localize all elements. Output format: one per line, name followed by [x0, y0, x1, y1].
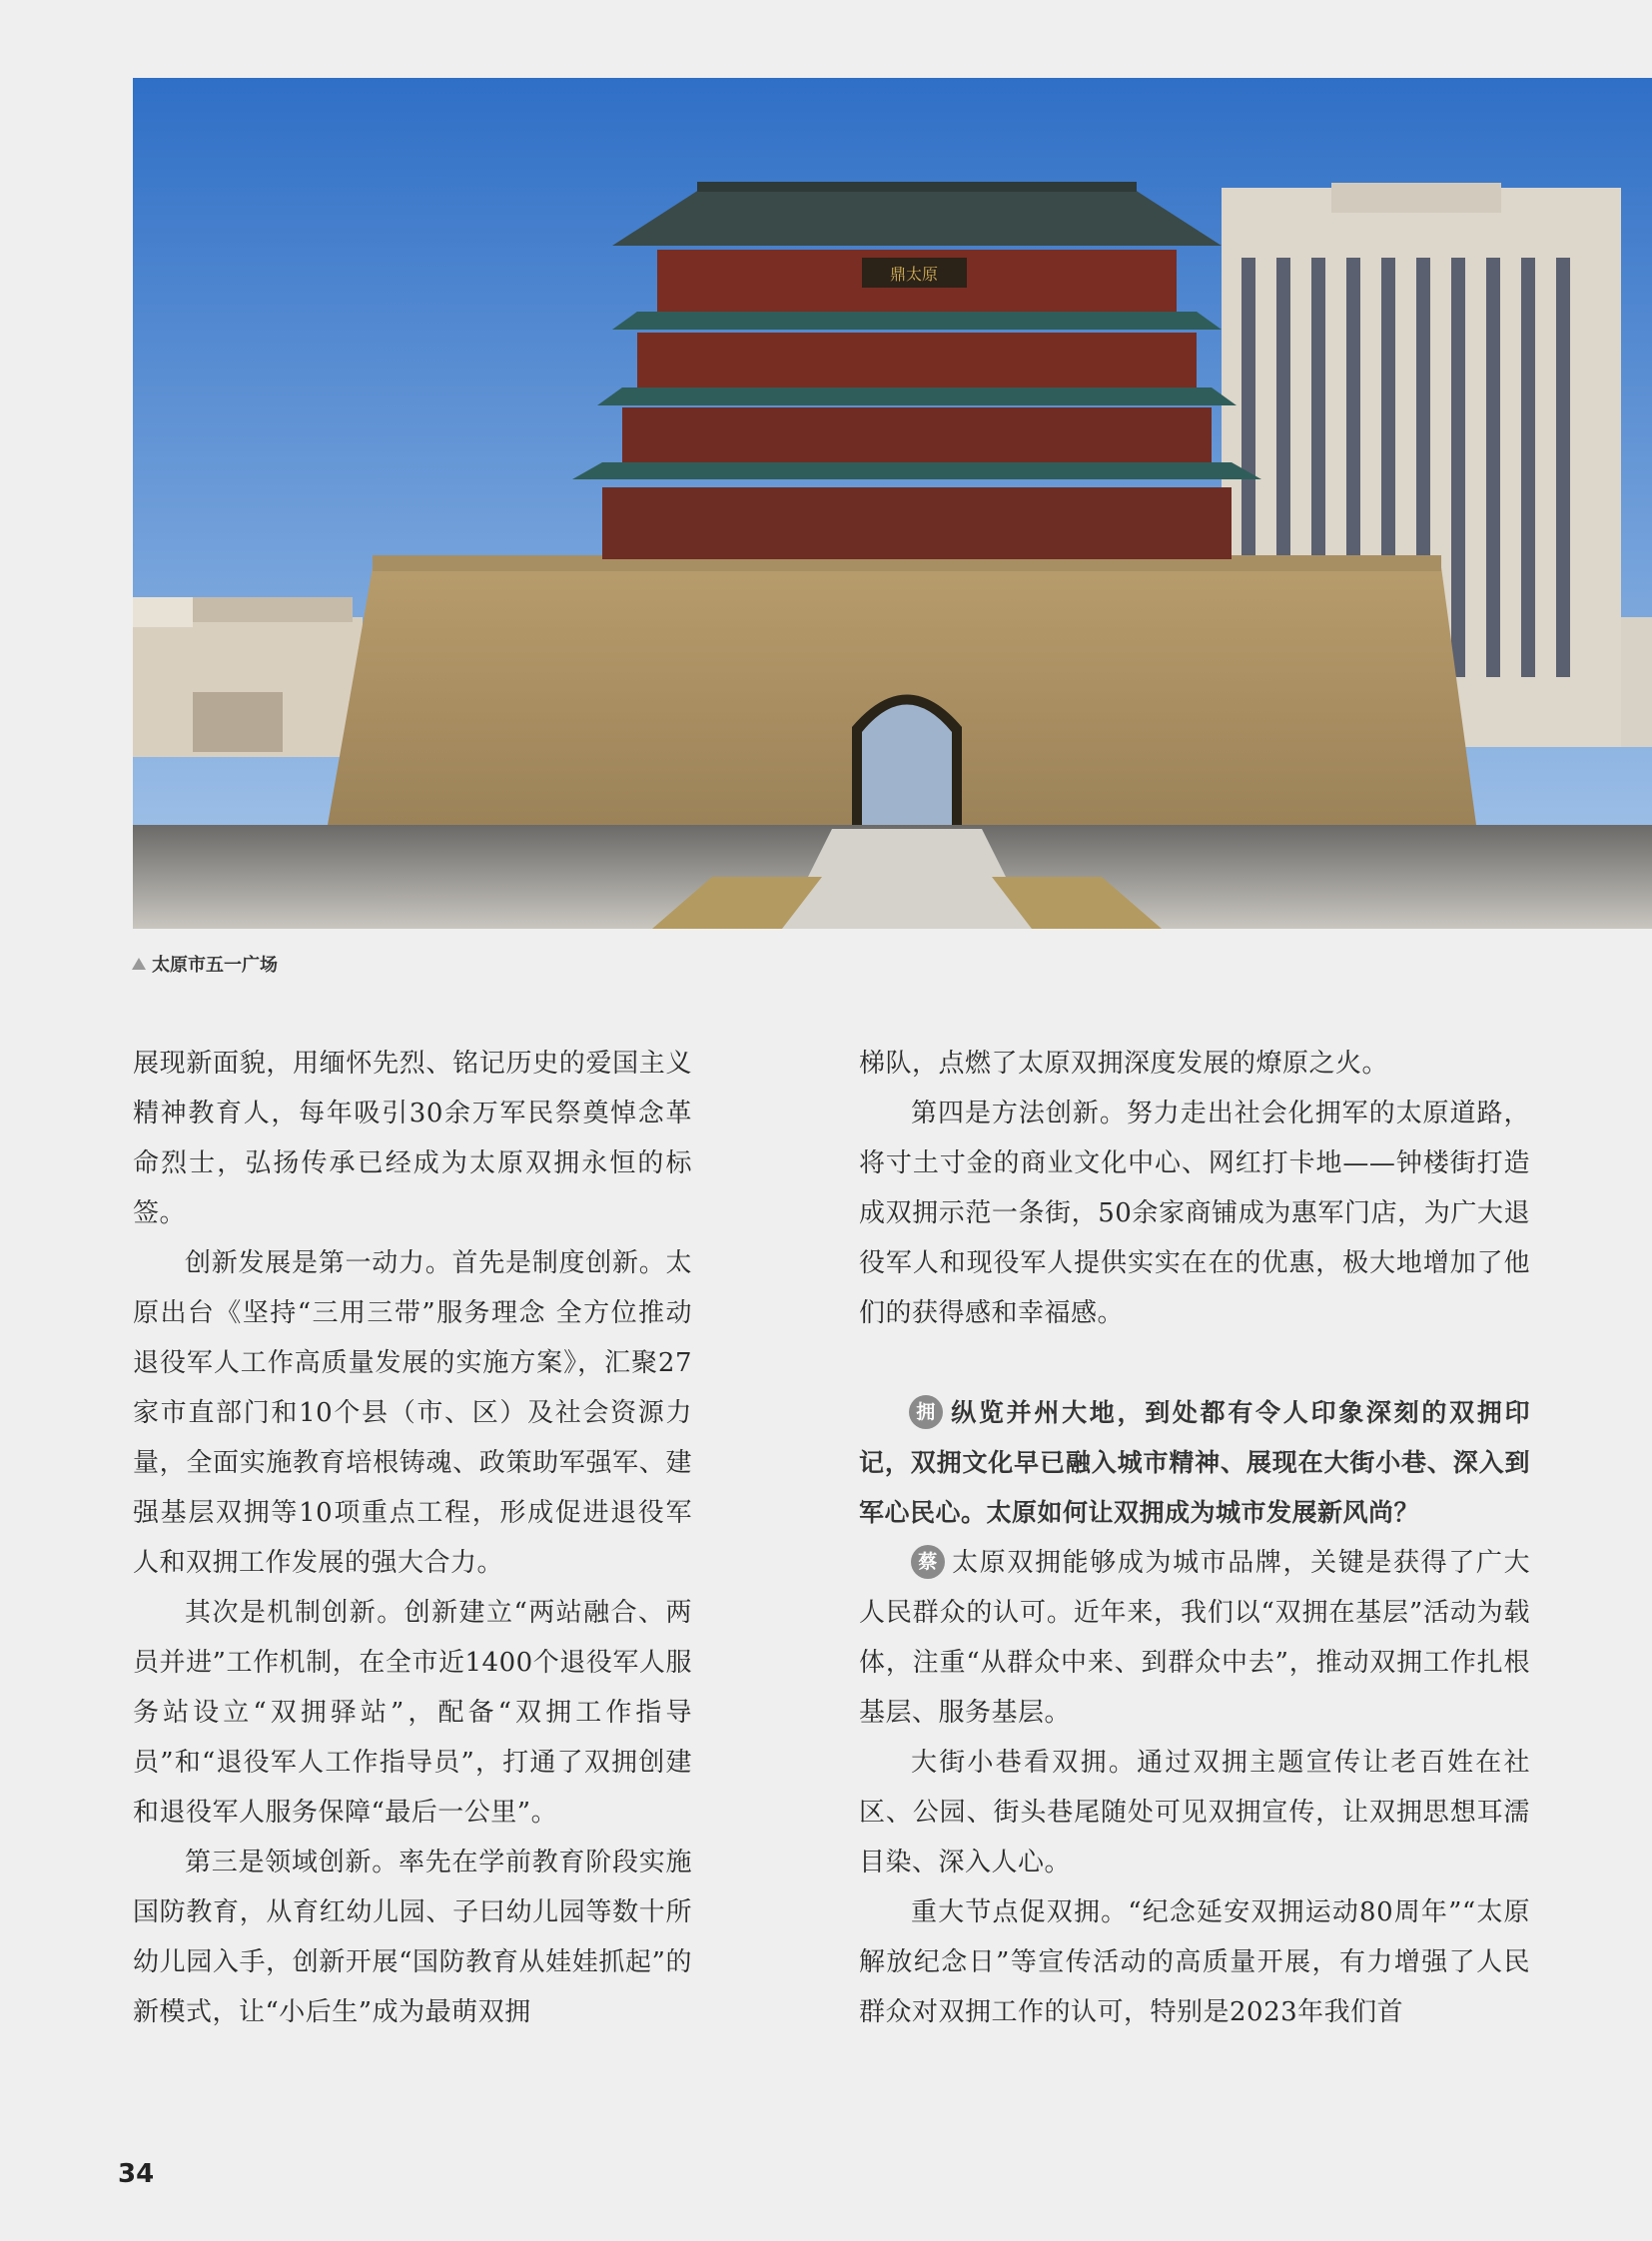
interview-answer [859, 1538, 1530, 1738]
paragraph: 其次是机制创新。创新建立“两站融合、两员并进”工作机制，在全市近1400个退役军人服务站设立“双拥驿站”，配备“双拥工作指导员”和“退役军人工作指导员”，打通了双拥创建和退役军人服务保障“最后一公里”。 [133, 1598, 692, 1828]
paragraph: 梯队，点燃了太原双拥深度发展的燎原之火。 [859, 1049, 1389, 1079]
page-number: 34 [118, 2159, 155, 2189]
paragraph: 重大节点促双拥。“纪念延安双拥运动80周年”“太原解放纪念日”等宣传活动的高质量开展，有力增强了人民群众对双拥工作的认可，特别是2023年我们首 [859, 1897, 1530, 2027]
interview-question [859, 1388, 1530, 1538]
paragraph: 创新发展是第一动力。首先是制度创新。太原出台《坚持“三用三带”服务理念 全方位推动退役军人工作高质量发展的实施方案》，汇聚27家市直部门和10个县（市、区）及社会资源力量，全面实施教育培根铸魂、政策助军强军、建强基层双拥等10项重点工程，形成促进退役军人和双拥工作发展的强大合力。 [133, 1248, 692, 1578]
paragraph: 第三是领域创新。率先在学前教育阶段实施国防教育，从育红幼儿园、子曰幼儿园等数十所幼儿园入手，创新开展“国防教育从娃娃抓起”的新模式，让“小后生”成为最萌双拥 [133, 1848, 692, 2027]
photo-caption [132, 949, 278, 979]
interviewer-badge: 拥 [909, 1395, 943, 1429]
interviewee-badge: 蔡 [911, 1545, 945, 1579]
question-text: 纵览并州大地，到处都有令人印象深刻的双拥印记，双拥文化早已融入城市精神、展现在大街小巷、深入到军心民心。太原如何让双拥成为城市发展新风尚？ [859, 1398, 1530, 1527]
paragraph: 大街小巷看双拥。通过双拥主题宣传让老百姓在社区、公园、街头巷尾随处可见双拥宣传，让双拥思想耳濡目染、深入人心。 [859, 1748, 1530, 1877]
svg-text:鼎太原: 鼎太原 [889, 265, 939, 284]
paragraph: 第四是方法创新。努力走出社会化拥军的太原道路，将寸土寸金的商业文化中心、网红打卡地——钟楼街打造成双拥示范一条街，50余家商铺成为惠军门店，为广大退役军人和现役军人提供实实在在的优惠，极大地增加了他们的获得感和幸福感。 [859, 1099, 1530, 1328]
caption-triangle-icon [132, 958, 146, 970]
caption-text: 太原市五一广场 [152, 955, 278, 976]
hero-photo [133, 78, 1652, 929]
answer-text: 太原双拥能够成为城市品牌，关键是获得了广大人民群众的认可。近年来，我们以“双拥在基层”活动为载体，注重“从群众中来、到群众中去”，推动双拥工作扎根基层、服务基层。 [859, 1548, 1530, 1728]
paragraph: 展现新面貌，用缅怀先烈、铭记历史的爱国主义精神教育人，每年吸引30余万军民祭奠悼念革命烈士，弘扬传承已经成为太原双拥永恒的标签。 [133, 1049, 692, 1228]
left-column [133, 1039, 692, 2037]
gate-tower-illustration [133, 78, 1652, 929]
right-column [859, 1039, 1530, 2037]
